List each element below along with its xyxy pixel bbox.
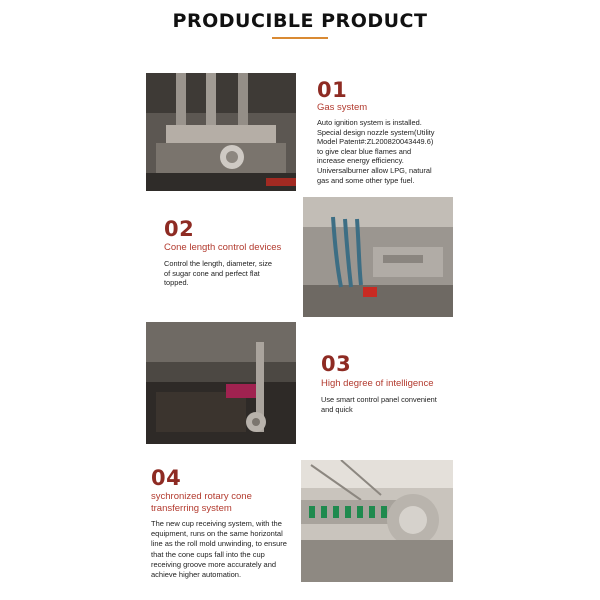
desc-line: equipment, runs on the same horizontal (151, 529, 283, 539)
section-02-number: 02 (164, 217, 195, 241)
desc-line: to give clear blue flames and (317, 146, 412, 156)
section-01-number: 01 (317, 78, 348, 102)
desc-line: and quick (321, 404, 353, 414)
desc-line: gas and some other type fuel. (317, 175, 415, 185)
desc-line: The new cup receiving system, with the (151, 519, 282, 528)
desc-line: Universalburner allow LPG, natural (317, 165, 432, 175)
page-title: PRODUCIBLE PRODUCT (172, 10, 428, 32)
section-02-description (164, 259, 294, 288)
subtitle-line: sychronized rotary cone (151, 491, 252, 502)
rotary-cone-transfer-photo (301, 460, 453, 582)
title-underline (272, 37, 328, 39)
section-04-description (151, 519, 296, 580)
section-03-subtitle: High degree of intelligence (321, 378, 434, 389)
desc-line: topped. (164, 278, 189, 288)
cone-length-control-photo (303, 197, 453, 317)
desc-line: line as the roll mold unwinding, to ensure (151, 539, 287, 549)
section-04-subtitle (151, 491, 252, 514)
desc-line: receiving groove more accurately and (151, 559, 277, 569)
desc-line: of sugar cone and perfect flat (164, 268, 260, 278)
section-03-number: 03 (321, 352, 352, 376)
section-01-description (317, 118, 457, 185)
section-01-subtitle: Gas system (317, 102, 368, 113)
desc-line: Auto ignition system is installed. (317, 118, 422, 127)
desc-line: Special design nozzle system(Utility (317, 127, 435, 137)
section-02-subtitle: Cone length control devices (164, 242, 282, 253)
desc-line: achieve higher automation. (151, 570, 242, 580)
desc-line: Use smart control panel convenient (321, 395, 437, 404)
desc-line: increase energy efficiency. (317, 156, 404, 166)
desc-line: Control the length, diameter, size (164, 259, 273, 268)
intelligence-photo (146, 322, 296, 444)
subtitle-line: transferring system (151, 502, 232, 514)
desc-line: that the cone cups fall into the cup (151, 549, 265, 559)
gas-system-photo (146, 73, 296, 191)
section-03-description (321, 395, 461, 414)
desc-line: Model Patent#:ZL200820043449.6) (317, 137, 434, 147)
section-04-number: 04 (151, 466, 182, 490)
